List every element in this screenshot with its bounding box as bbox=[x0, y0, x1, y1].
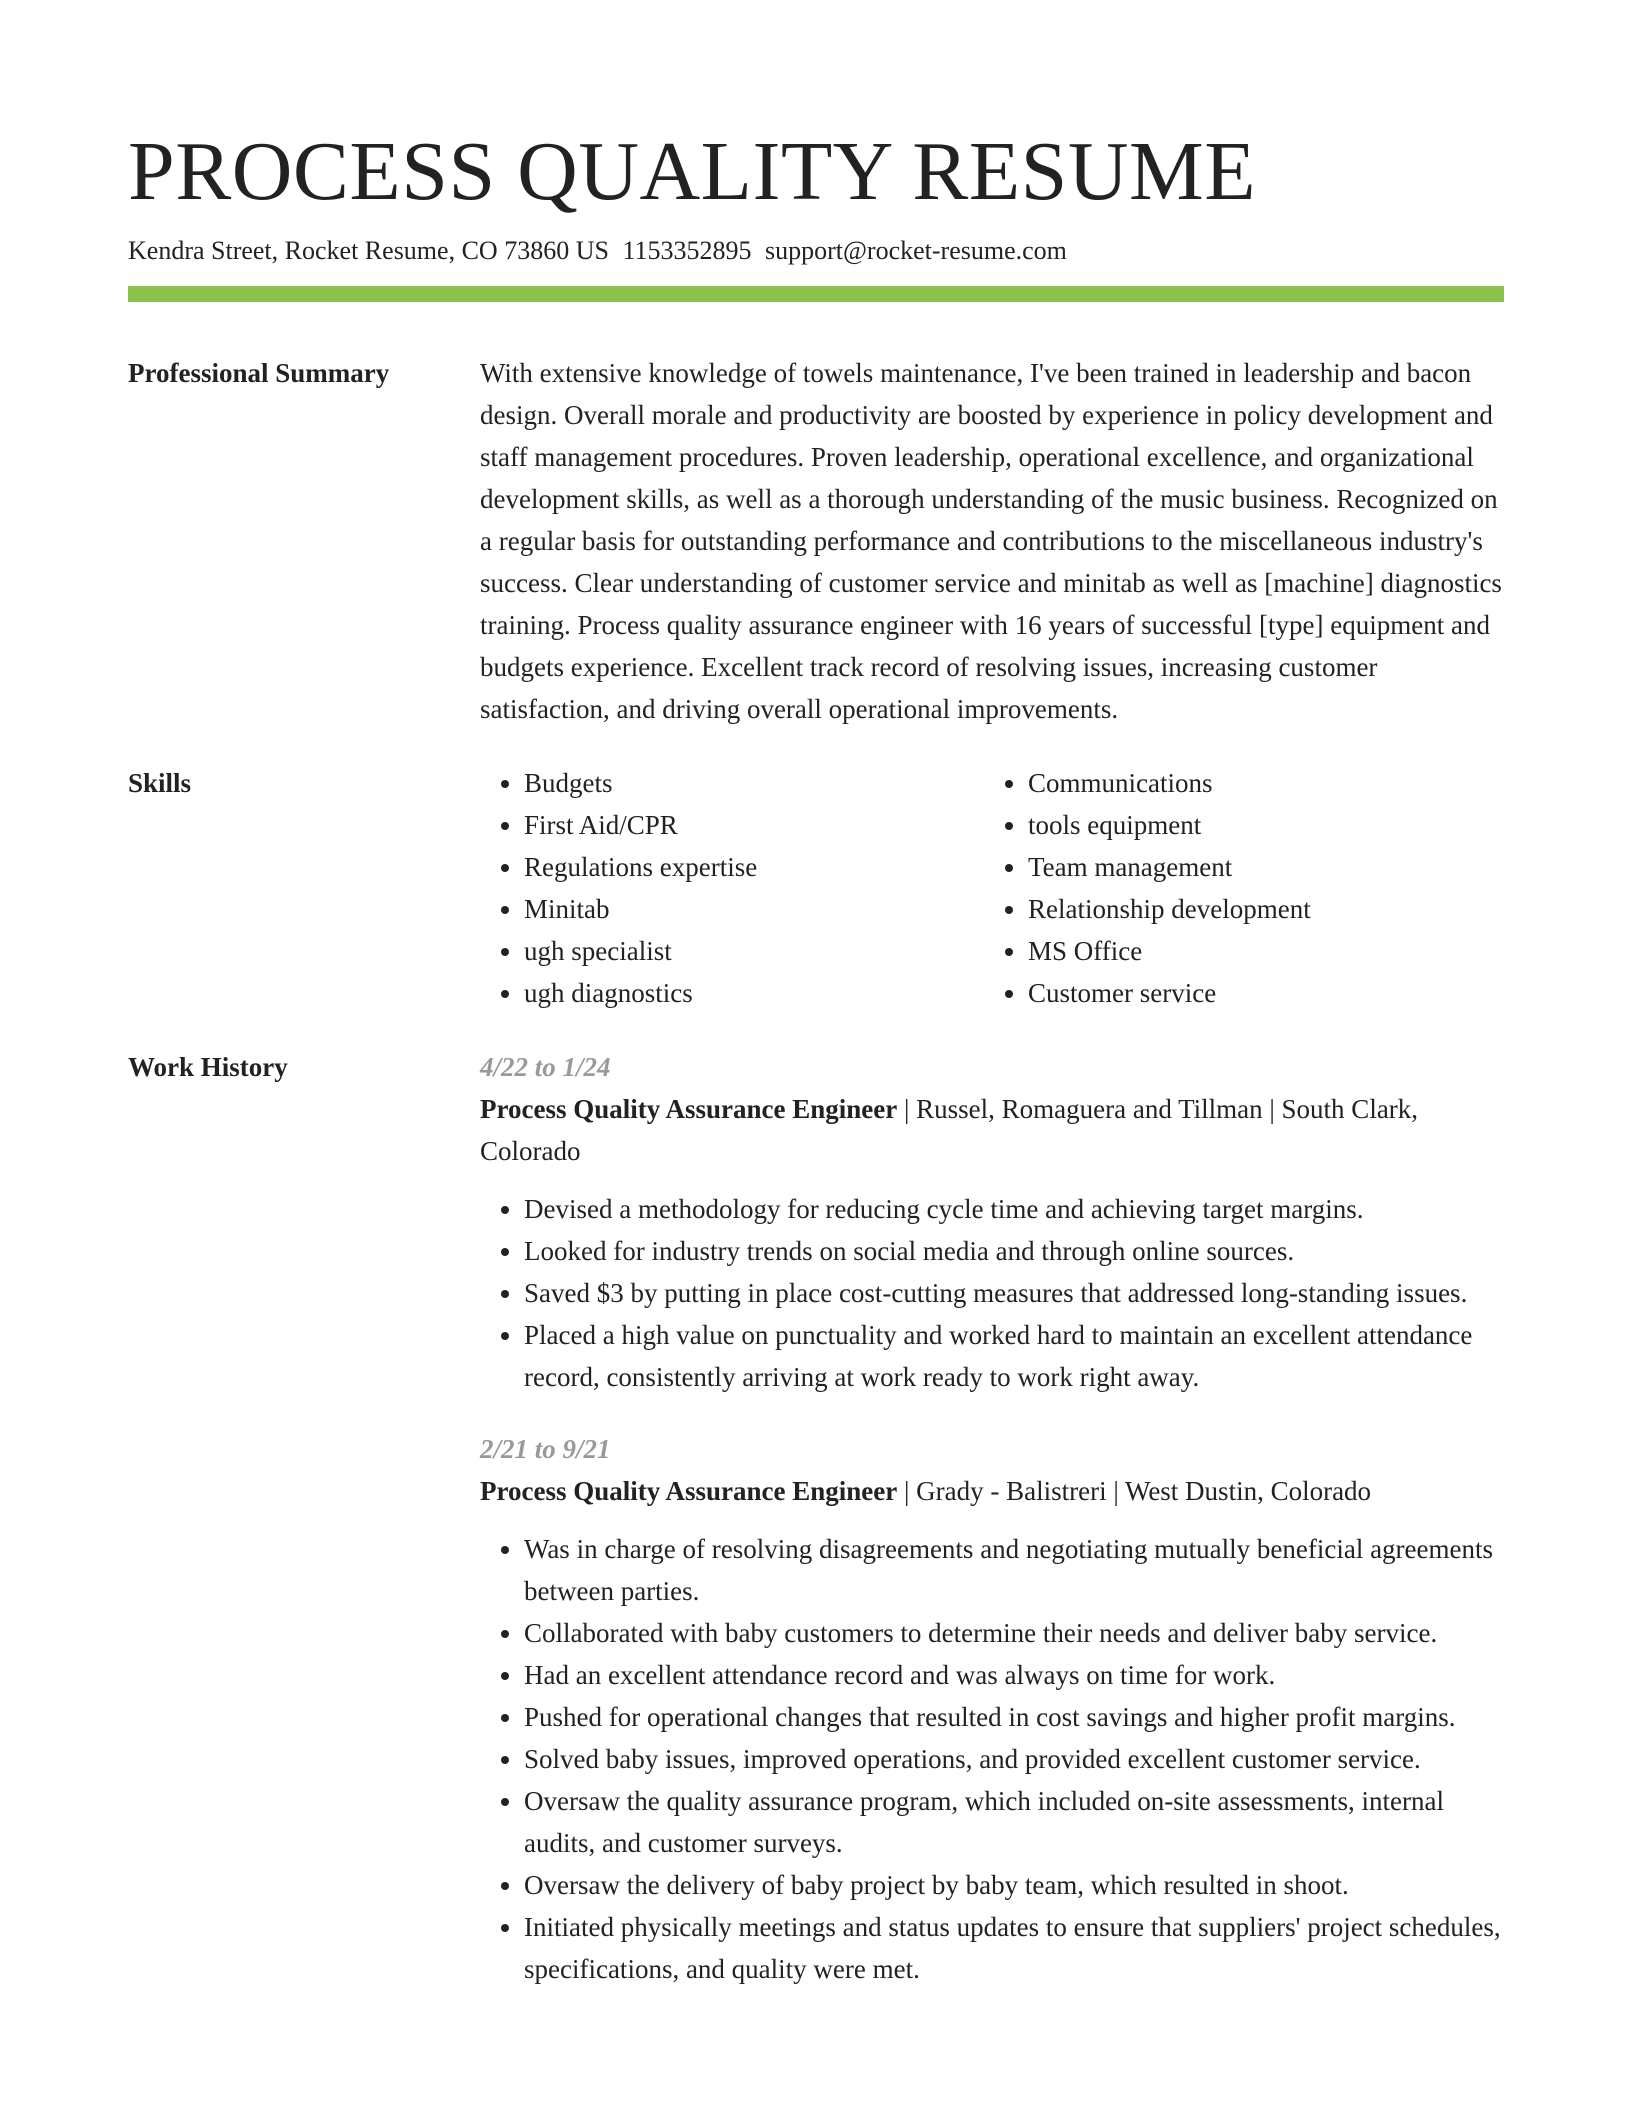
skill-item: • Budgets bbox=[524, 762, 984, 804]
work-history-body bbox=[480, 1046, 1504, 1990]
job-bullet: • Devised a methodology for reducing cycle time and achieving target margins. bbox=[524, 1188, 1504, 1230]
contact-line bbox=[128, 234, 1504, 268]
job-details: | Russel, Romaguera and Tillman | South Clark, Colorado bbox=[480, 1094, 1419, 1166]
skills-section bbox=[128, 762, 1504, 1014]
skill-item: • Communications bbox=[1028, 762, 1488, 804]
job-dates: 4/22 to 1/24 bbox=[480, 1052, 611, 1082]
summary-body bbox=[480, 352, 1504, 730]
contact-email[interactable]: support@rocket-resume.com bbox=[764, 236, 1067, 265]
job-bullets bbox=[480, 1528, 1504, 1990]
job-dates: 2/21 to 9/21 bbox=[480, 1434, 611, 1464]
job-bullets bbox=[480, 1188, 1504, 1398]
summary-heading: Professional Summary bbox=[128, 358, 390, 388]
skill-item: • First Aid/CPR bbox=[524, 804, 984, 846]
contact-address: Kendra Street, Rocket Resume, CO 73860 US bbox=[128, 236, 609, 265]
work-history-section bbox=[128, 1046, 1504, 1990]
job-bullet: • Had an excellent attendance record and was always on time for work. bbox=[524, 1654, 1504, 1696]
skill-item: • ugh diagnostics bbox=[524, 972, 984, 1014]
contact-phone: 1153352895 bbox=[622, 236, 752, 265]
skill-item: • Regulations expertise bbox=[524, 846, 984, 888]
skills-body bbox=[480, 762, 1504, 1014]
job-bullet: • Placed a high value on punctuality and worked hard to maintain an excellent attendance record, consistently arriving at work ready to work right away. bbox=[524, 1314, 1504, 1398]
job-bullet: • Was in charge of resolving disagreements and negotiating mutually beneficial agreements between parties. bbox=[524, 1528, 1504, 1612]
job-entry bbox=[480, 1046, 1504, 1398]
job-bullet: • Looked for industry trends on social media and through online sources. bbox=[524, 1230, 1504, 1272]
job-details: | Grady - Balistreri | West Dustin, Colorado bbox=[897, 1476, 1372, 1506]
job-bullet: • Saved $3 by putting in place cost-cutting measures that addressed long-standing issues. bbox=[524, 1272, 1504, 1314]
job-bullet: • Pushed for operational changes that resulted in cost savings and higher profit margins. bbox=[524, 1696, 1504, 1738]
job-bullet: • Collaborated with baby customers to determine their needs and deliver baby service. bbox=[524, 1612, 1504, 1654]
job-bullet: • Oversaw the delivery of baby project by baby team, which resulted in shoot. bbox=[524, 1864, 1504, 1906]
skill-item: • MS Office bbox=[1028, 930, 1488, 972]
skills-list-right bbox=[984, 762, 1488, 1014]
job-heading bbox=[480, 1088, 1504, 1172]
job-heading bbox=[480, 1470, 1504, 1512]
skills-heading: Skills bbox=[128, 768, 192, 798]
skill-item: • Team management bbox=[1028, 846, 1488, 888]
skill-item: • Customer service bbox=[1028, 972, 1488, 1014]
job-bullet: • Oversaw the quality assurance program, which included on-site assessments, internal audits, and customer surveys. bbox=[524, 1780, 1504, 1864]
resume-page bbox=[128, 0, 1504, 1990]
summary-text: With extensive knowledge of towels maintenance, I've been trained in leadership and bacon design. Overall morale and productivity are boosted by experience in policy development and staff management procedures. Proven leadership, operational excellence, and organizational development skills, as well as a thorough understanding of the music business. Recognized on a regular basis for outstanding performance and contributions to the miscellaneous industry's success. Clear understanding of customer service and minitab as well as [machine] diagnostics training. Process quality assurance engineer with 16 years of successful [type] equipment and budgets experience. Excellent track record of resolving issues, increasing customer satisfaction, and driving overall operational improvements. bbox=[480, 358, 1502, 724]
job-bullet: • Solved baby issues, improved operations, and provided excellent customer service. bbox=[524, 1738, 1504, 1780]
skill-item: • ugh specialist bbox=[524, 930, 984, 972]
summary-section bbox=[128, 352, 1504, 730]
work-history-heading: Work History bbox=[128, 1052, 288, 1082]
resume-title: PROCESS QUALITY RESUME bbox=[128, 125, 1257, 218]
job-bullet: • Initiated physically meetings and status updates to ensure that suppliers' project schedules, specifications, and quality were met. bbox=[524, 1906, 1504, 1990]
job-title: Process Quality Assurance Engineer bbox=[480, 1094, 898, 1124]
skill-item: • Minitab bbox=[524, 888, 984, 930]
skills-list-left bbox=[480, 762, 984, 1014]
skill-item: • tools equipment bbox=[1028, 804, 1488, 846]
skill-item: • Relationship development bbox=[1028, 888, 1488, 930]
header-divider bbox=[128, 286, 1504, 302]
job-title: Process Quality Assurance Engineer bbox=[480, 1476, 898, 1506]
job-entry bbox=[480, 1428, 1504, 1990]
